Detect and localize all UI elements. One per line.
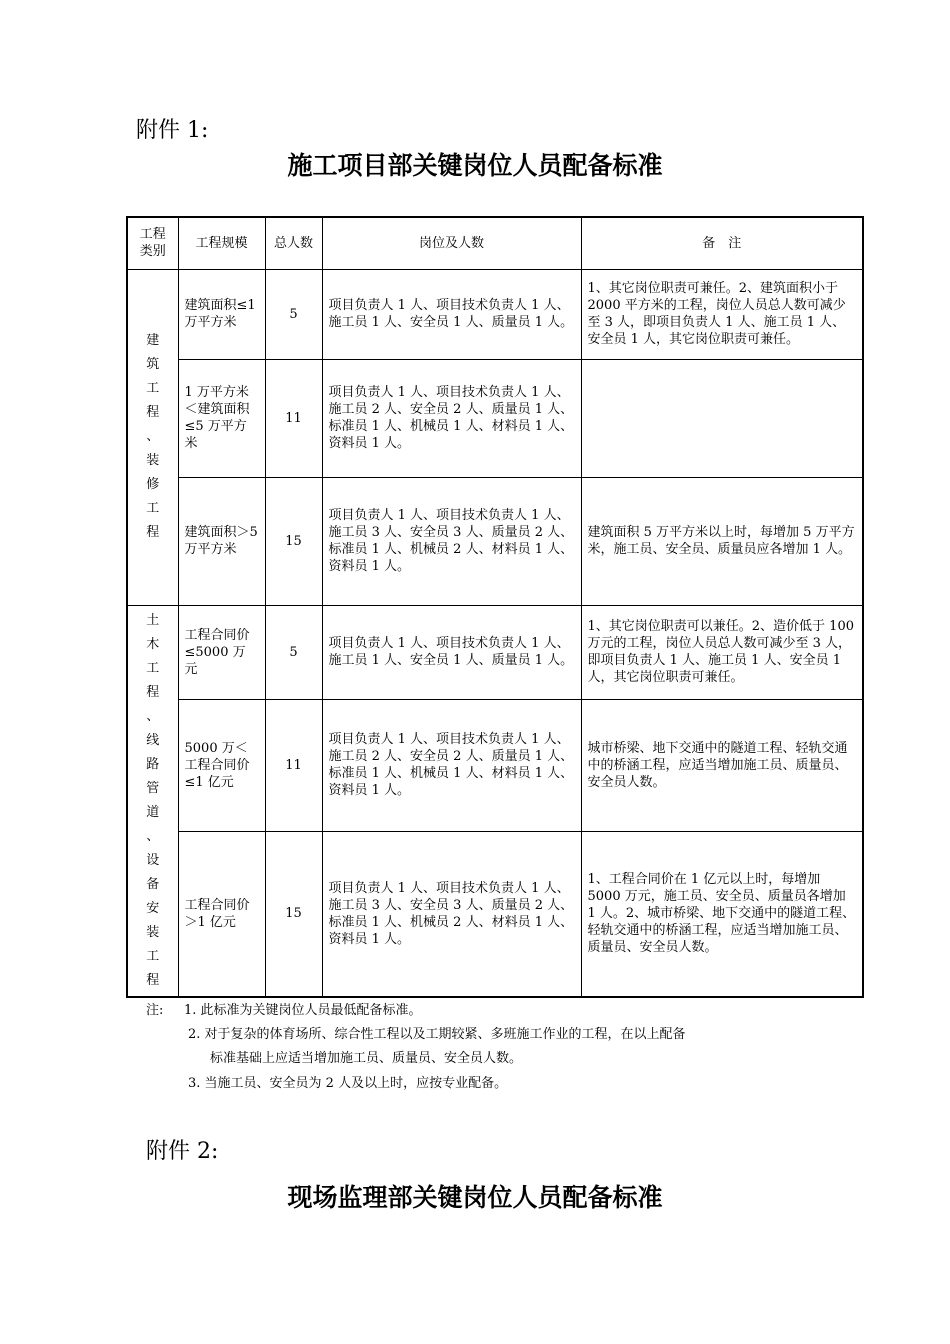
category-char: 路 [146, 756, 160, 772]
count-cell: 5 [265, 605, 322, 699]
note-cell: 1、工程合同价在 1 亿元以上时，每增加 5000 万元，施工员、安全员、质量员各增加 1 人。2、城市桥梁、地下交通中的隧道工程、轻轨交通中的桥涵工程，应适当增加施工员、质量员、安全员人数。 [581, 832, 863, 997]
category-char: 安 [146, 900, 160, 916]
notes-label: 注: [146, 1003, 164, 1018]
count-cell: 15 [265, 832, 322, 997]
header-scale: 工程规模 [178, 217, 265, 269]
note-3: 3. 当施工员、安全员为 2 人及以上时，应按专业配备。 [188, 1076, 508, 1091]
category-char: 程 [146, 405, 160, 420]
table-row [127, 269, 863, 359]
table-row [127, 832, 863, 997]
category-char: 程 [146, 684, 160, 700]
category-char: 道 [146, 804, 160, 820]
positions-cell: 项目负责人 1 人、项目技术负责人 1 人、施工员 1 人、安全员 1 人、质量员 1 人。 [322, 269, 581, 359]
category-civil [127, 605, 178, 997]
note-2-cont: 标准基础上应适当增加施工员、质量员、安全员人数。 [210, 1051, 523, 1066]
positions-cell: 项目负责人 1 人、项目技术负责人 1 人、施工员 3 人、安全员 3 人、质量员 2 人、标准员 1 人、机械员 2 人、材料员 1 人、资料员 1 人。 [322, 832, 581, 997]
category-char: 木 [146, 636, 160, 652]
table-row [127, 699, 863, 832]
attachment-1-label: 附件 1: [136, 118, 209, 143]
positions-cell: 项目负责人 1 人、项目技术负责人 1 人、施工员 1 人、安全员 1 人、质量员 1 人。 [322, 605, 581, 699]
note-cell: 1、其它岗位职责可以兼任。2、造价低于 100 万元的工程，岗位人员总人数可减少至 3 人，即项目负责人 1 人、施工员 1 人、安全员 1 人，其它岗位职责可兼任。 [581, 605, 863, 699]
category-char: 装 [146, 453, 160, 468]
category-char: 土 [146, 612, 160, 628]
positions-cell: 项目负责人 1 人、项目技术负责人 1 人、施工员 2 人、安全员 2 人、质量员 1 人、标准员 1 人、机械员 1 人、材料员 1 人、资料员 1 人。 [322, 359, 581, 477]
category-char: 管 [146, 780, 160, 796]
count-cell: 11 [265, 699, 322, 832]
scale-cell: 建筑面积≤1 万平方米 [178, 269, 265, 359]
page-title-2: 现场监理部关键岗位人员配备标准 [287, 1183, 663, 1212]
category-char: 线 [146, 732, 160, 748]
category-char: 工 [146, 381, 160, 396]
note-1: 1. 此标准为关键岗位人员最低配备标准。 [184, 1003, 422, 1018]
positions-cell: 项目负责人 1 人、项目技术负责人 1 人、施工员 3 人、安全员 3 人、质量员 2 人、标准员 1 人、机械员 2 人、材料员 1 人、资料员 1 人。 [322, 477, 581, 605]
category-char: 修 [146, 477, 160, 492]
positions-cell: 项目负责人 1 人、项目技术负责人 1 人、施工员 2 人、安全员 2 人、质量员 1 人、标准员 1 人、机械员 1 人、材料员 1 人、资料员 1 人。 [322, 699, 581, 832]
count-cell: 15 [265, 477, 322, 605]
page-title-1: 施工项目部关键岗位人员配备标准 [287, 151, 663, 180]
staffing-table [126, 216, 864, 998]
header-category: 工程类别 [127, 217, 178, 269]
note-cell: 1、其它岗位职责可兼任。2、建筑面积小于 2000 平方米的工程，岗位人员总人数可减少至 3 人，即项目负责人 1 人、施工员 1 人、安全员 1 人，其它岗位职责可兼任。 [581, 269, 863, 359]
category-char: 工 [146, 501, 160, 516]
scale-cell: 工程合同价≤5000 万元 [178, 605, 265, 699]
attachment-2-label: 附件 2: [146, 1139, 219, 1164]
note-2: 2. 对于复杂的体育场所、综合性工程以及工期较紧、多班施工作业的工程，在以上配备 [188, 1027, 686, 1042]
category-char: 装 [146, 924, 160, 940]
note-cell: 城市桥梁、地下交通中的隧道工程、轻轨交通中的桥涵工程，应适当增加施工员、质量员、安全员人数。 [581, 699, 863, 832]
scale-cell: 1 万平方米＜建筑面积≤5 万平方米 [178, 359, 265, 477]
table-row [127, 359, 863, 477]
note-cell: 建筑面积 5 万平方米以上时，每增加 5 万平方米，施工员、安全员、质量员应各增加 1 人。 [581, 477, 863, 605]
category-char: 程 [146, 972, 160, 988]
category-char: 备 [146, 876, 160, 892]
table-header-row [127, 217, 863, 269]
note-cell [581, 359, 863, 477]
category-building [127, 269, 178, 605]
header-positions: 岗位及人数 [322, 217, 581, 269]
category-char: 工 [146, 660, 160, 676]
category-char: 、 [146, 708, 160, 724]
count-cell: 11 [265, 359, 322, 477]
scale-cell: 建筑面积＞5 万平方米 [178, 477, 265, 605]
count-cell: 5 [265, 269, 322, 359]
category-char: 筑 [146, 357, 160, 372]
header-notes: 备 注 [581, 217, 863, 269]
scale-cell: 5000 万＜工程合同价≤1 亿元 [178, 699, 265, 832]
category-char: 、 [146, 828, 160, 844]
category-char: 程 [146, 525, 160, 540]
table-row [127, 605, 863, 699]
table-row [127, 477, 863, 605]
category-char: 设 [146, 852, 160, 868]
header-count: 总人数 [265, 217, 322, 269]
category-char: 建 [146, 333, 160, 348]
category-char: 、 [146, 429, 160, 444]
scale-cell: 工程合同价＞1 亿元 [178, 832, 265, 997]
category-char: 工 [146, 948, 160, 964]
